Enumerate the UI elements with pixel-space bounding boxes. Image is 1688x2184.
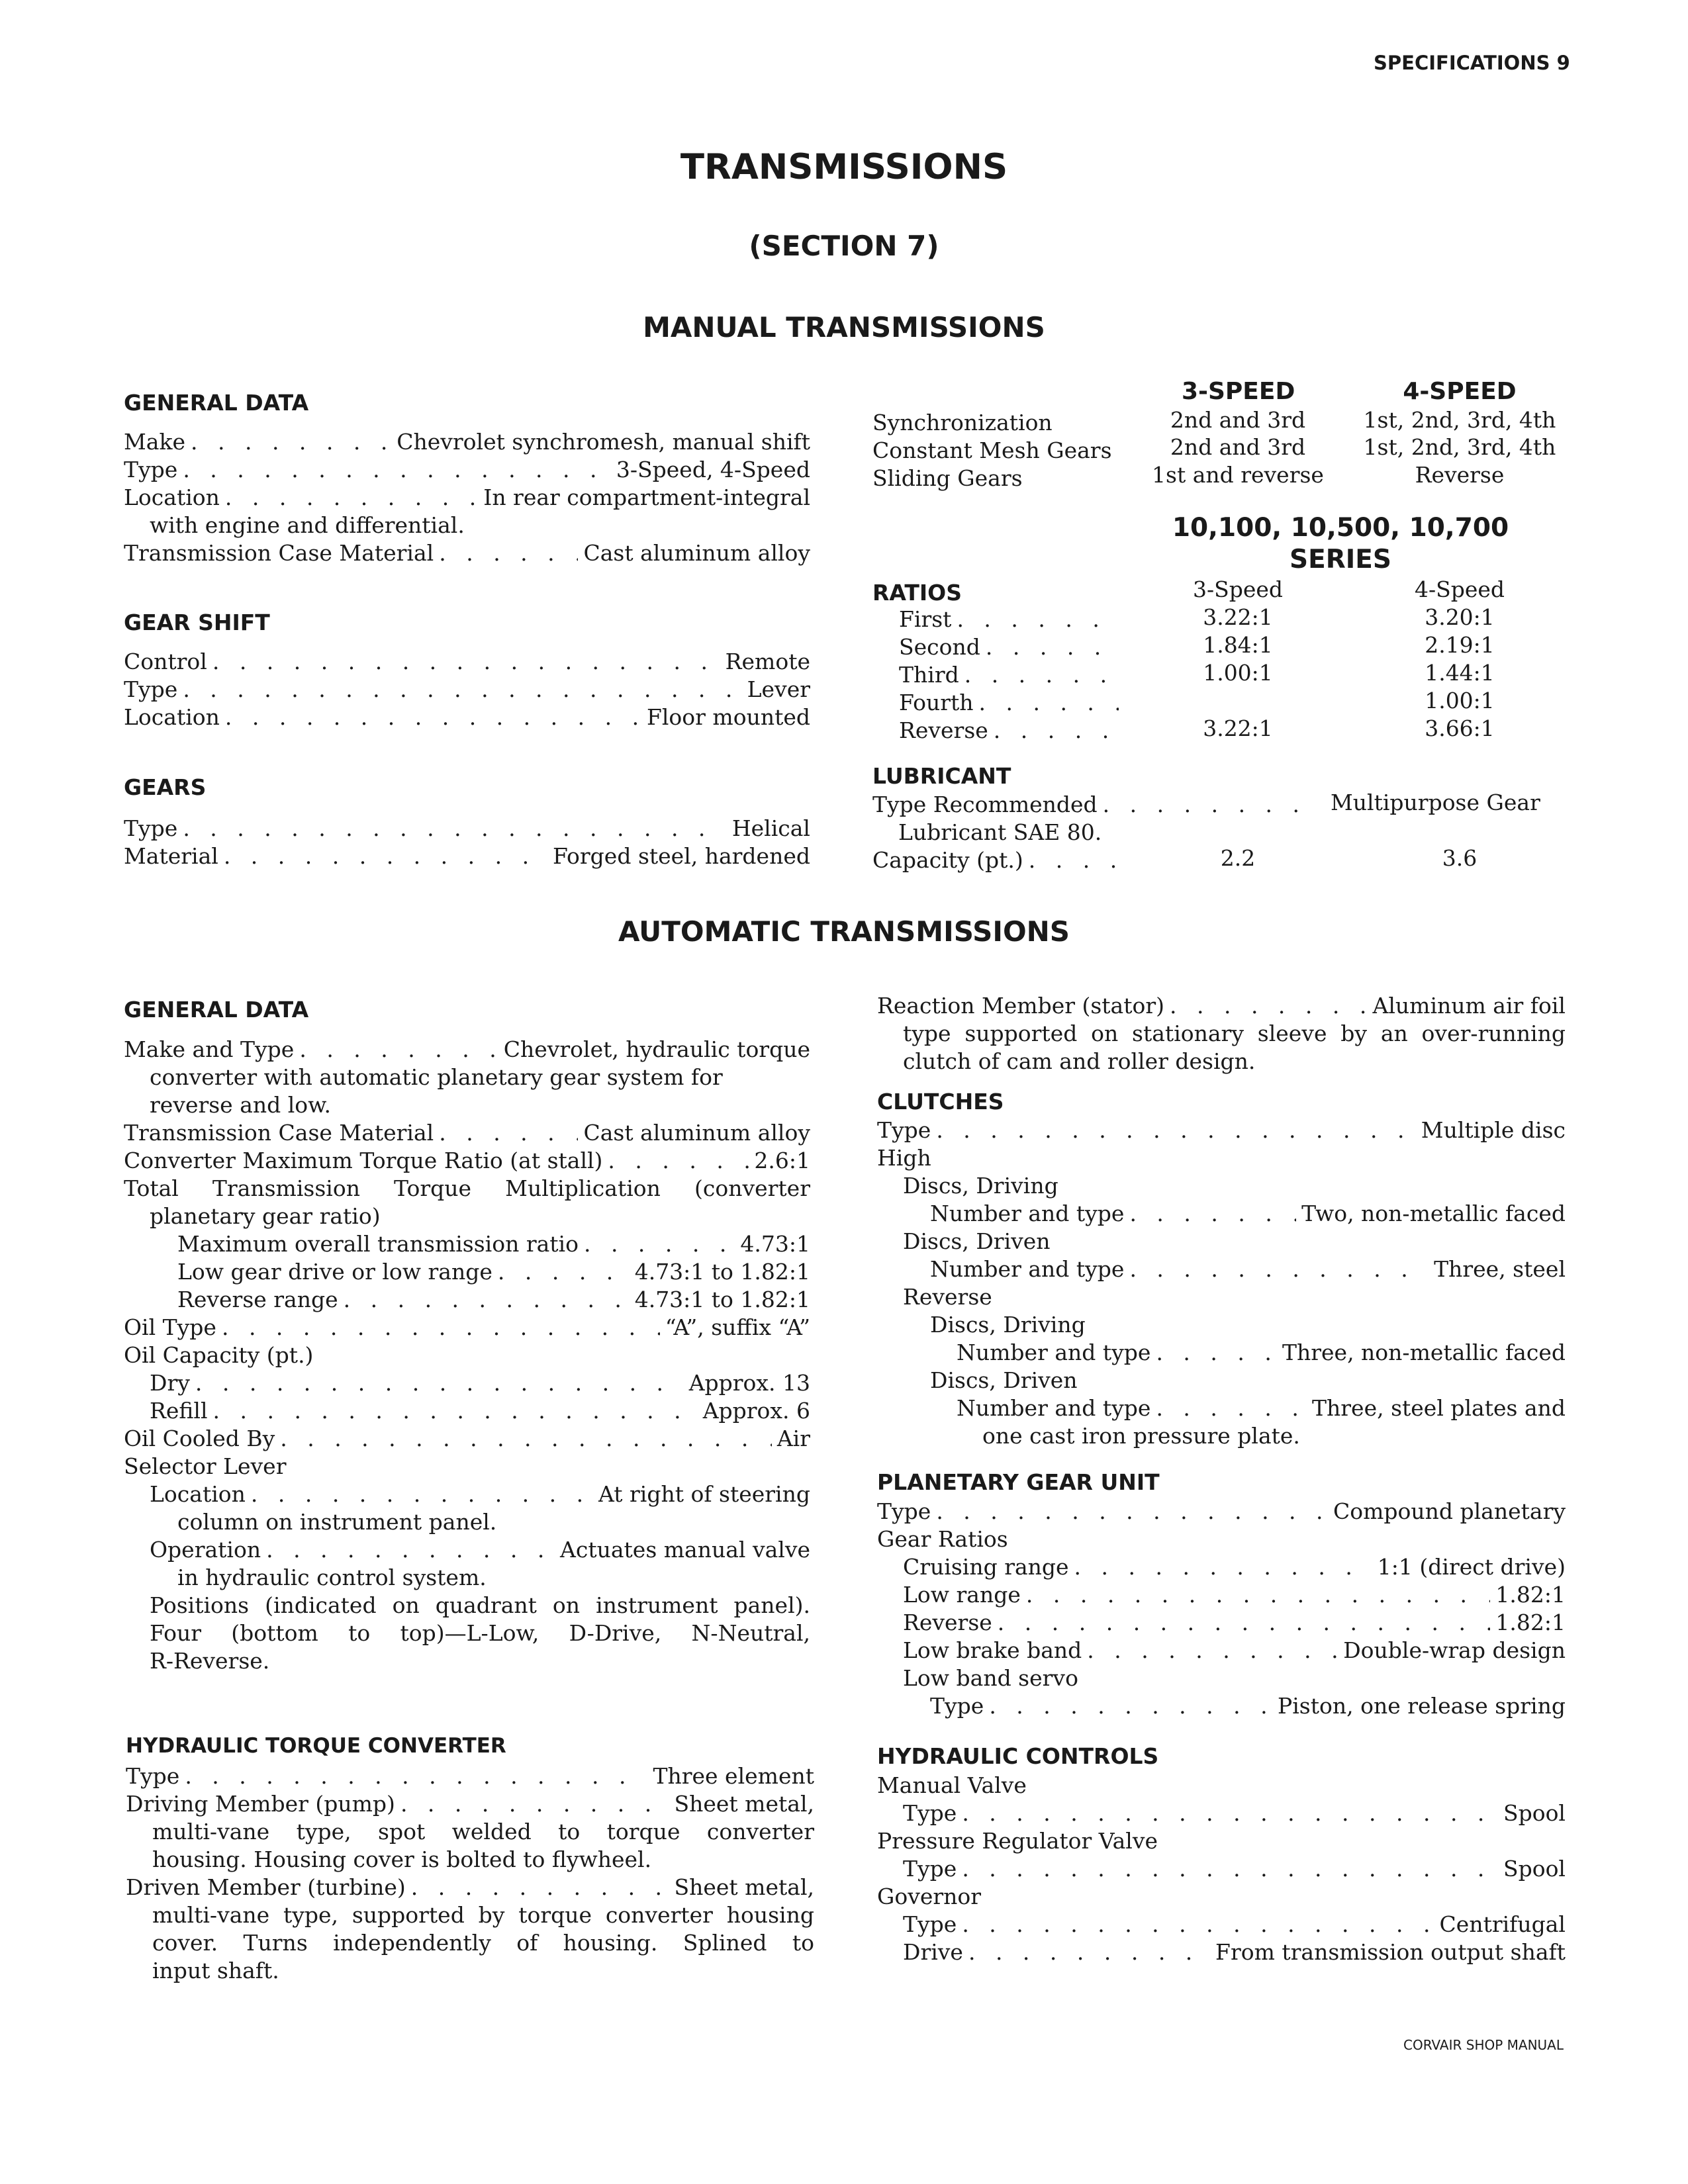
- spec-row-selector-location: Location . . . At right of steering: [150, 1481, 810, 1508]
- spec-row-clutch-type: Type . . . Multiple disc: [877, 1117, 1566, 1144]
- page-title: TRANSMISSIONS: [680, 147, 1008, 187]
- spec-row-make-cont2: reverse and low.: [150, 1092, 331, 1118]
- ratio-value-3: 3.22:1: [1203, 715, 1273, 741]
- lubricant-capacity-row: Capacity (pt.) . . .: [872, 847, 1124, 874]
- manual-valve-label: Manual Valve: [877, 1772, 1027, 1798]
- spec-row-driving-cont: multi-vane type, spot welded to torque converter: [152, 1819, 814, 1844]
- lubricant-type-cont: Lubricant SAE 80.: [898, 819, 1102, 845]
- speed-row-value-3: 2nd and 3rd: [1170, 434, 1306, 460]
- spec-row-type: Type . . . 3-Speed, 4-Speed: [124, 457, 810, 483]
- speed-row-label: Synchronization: [872, 410, 1053, 435]
- spec-row-driving-cont2: housing. Housing cover is bolted to flywheel.: [152, 1846, 652, 1872]
- clutch-high-discs-driving: Discs, Driving: [903, 1173, 1058, 1199]
- spec-row-reverse-driven: Number and type . . . Three, steel plates and: [957, 1395, 1566, 1422]
- ratio-value-4: 3.66:1: [1425, 715, 1495, 741]
- spec-row-positions-cont: Four (bottom to top)—L-Low, D-Drive, N-Neutral,: [150, 1620, 810, 1646]
- capacity-value-4: 3.6: [1442, 845, 1477, 871]
- spec-row-location-cont: with engine and differential.: [150, 512, 465, 538]
- spec-row-high-driving: Number and type . . . Two, non-metallic faced: [930, 1201, 1566, 1227]
- ratio-value-3: 1.00:1: [1203, 660, 1273, 686]
- spec-row-case-material: Transmission Case Material . . . Cast aluminum alloy: [124, 540, 810, 567]
- torque-converter-heading: HYDRAULIC TORQUE CONVERTER: [126, 1734, 506, 1758]
- lubricant-type-row: Type Recommended . . .: [872, 792, 1309, 818]
- spec-row-selector-operation: Operation . . . Actuates manual valve: [150, 1537, 810, 1563]
- speed-row-value-3: 1st and reverse: [1152, 462, 1324, 488]
- low-band-servo-label: Low band servo: [903, 1665, 1078, 1691]
- spec-row-reverse-range: Reverse range . . . 4.73:1 to 1.82:1: [177, 1287, 810, 1313]
- spec-row-planetary-reverse: Reverse . . . 1.82:1: [903, 1610, 1566, 1636]
- ratio-row: Fourth . . .: [899, 690, 1124, 716]
- spec-row-low-brake-band: Low brake band . . . Double-wrap design: [903, 1637, 1566, 1664]
- spec-row-manual-valve-type: Type . . . Spool: [903, 1800, 1566, 1827]
- ratio-value-3: 3.22:1: [1203, 604, 1273, 630]
- spec-row-driven-cont2: cover. Turns independently of housing. Splined to: [152, 1930, 814, 1956]
- hydraulic-controls-heading: HYDRAULIC CONTROLS: [877, 1743, 1159, 1769]
- spec-row-low-gear: Low gear drive or low range . . . 4.73:1 to 1.82:1: [177, 1259, 810, 1285]
- ratio-value-4: 1.00:1: [1425, 688, 1495, 713]
- spec-row-refill: Refill . . . Approx. 6: [150, 1398, 810, 1424]
- ratios-col-4: 4-Speed: [1414, 576, 1505, 602]
- spec-row-cruising: Cruising range . . . 1:1 (direct drive): [903, 1554, 1566, 1580]
- speed-row-value-4: 1st, 2nd, 3rd, 4th: [1363, 434, 1556, 460]
- automatic-heading: AUTOMATIC TRANSMISSIONS: [618, 915, 1070, 948]
- spec-row-reaction-member: Reaction Member (stator) . . . Aluminum air foil: [877, 993, 1566, 1019]
- general-data-heading: GENERAL DATA: [124, 390, 309, 416]
- col-header-4-speed: 4-SPEED: [1403, 378, 1517, 405]
- spec-row-oil-cooled: Oil Cooled By . . . Air: [124, 1426, 810, 1452]
- page-header: SPECIFICATIONS 9: [1374, 52, 1570, 74]
- planetary-heading: PLANETARY GEAR UNIT: [877, 1469, 1160, 1495]
- series-line-1: 10,100, 10,500, 10,700: [1172, 513, 1509, 543]
- ratio-row: Reverse . . .: [899, 717, 1124, 744]
- speed-row-label: Constant Mesh Gears: [872, 437, 1112, 463]
- spec-row-positions: Positions (indicated on quadrant on instrument panel).: [150, 1592, 810, 1618]
- ratio-row: Third . . .: [899, 662, 1124, 688]
- spec-row-planetary-type: Type . . . Compound planetary: [877, 1498, 1566, 1525]
- series-line-2: SERIES: [1289, 545, 1391, 574]
- spec-row-control: Control . . . Remote: [124, 649, 810, 675]
- speed-row-value-4: Reverse: [1415, 462, 1505, 488]
- section-label: (SECTION 7): [749, 230, 939, 262]
- manual-heading: MANUAL TRANSMISSIONS: [643, 311, 1045, 343]
- spec-row-dry: Dry . . . Approx. 13: [150, 1370, 810, 1396]
- spec-row-high-driven: Number and type . . . Three, steel: [930, 1256, 1566, 1283]
- spec-row-gear-material: Material . . . Forged steel, hardened: [124, 843, 810, 870]
- clutch-reverse-discs-driven: Discs, Driven: [930, 1367, 1078, 1393]
- spec-row-driven-cont3: input shaft.: [152, 1958, 279, 1983]
- gear-shift-heading: GEAR SHIFT: [124, 610, 270, 635]
- gears-heading: GEARS: [124, 774, 207, 800]
- spec-row-make: Make . . . Chevrolet synchromesh, manual shift: [124, 429, 810, 455]
- spec-row-selector-location-cont: column on instrument panel.: [177, 1509, 497, 1535]
- clutches-heading: CLUTCHES: [877, 1089, 1004, 1115]
- clutch-reverse-discs-driving: Discs, Driving: [930, 1312, 1086, 1338]
- ratios-col-3: 3-Speed: [1192, 576, 1284, 602]
- spec-row-governor-type: Type . . . Centrifugal: [903, 1911, 1566, 1938]
- page-footer: CORVAIR SHOP MANUAL: [1403, 2037, 1564, 2053]
- clutch-reverse-label: Reverse: [903, 1284, 992, 1310]
- spec-row-positions-cont2: R-Reverse.: [150, 1648, 270, 1674]
- spec-row-make-type: Make and Type . . . Chevrolet, hydraulic torque: [124, 1036, 810, 1063]
- spec-row-selector-lever: Selector Lever: [124, 1453, 287, 1479]
- ratio-row: Second . . .: [899, 634, 1124, 660]
- spec-row-reaction-cont2: clutch of cam and roller design.: [903, 1048, 1256, 1074]
- spec-row-oil-type: Oil Type . . . “A”, suffix “A”: [124, 1314, 810, 1341]
- spec-row-gear-type: Type . . . Helical: [124, 815, 810, 842]
- clutch-high-label: High: [877, 1145, 931, 1171]
- speed-row-label: Sliding Gears: [872, 465, 1023, 491]
- spec-row-low-range: Low range . . . 1.82:1: [903, 1582, 1566, 1608]
- ratio-value-4: 2.19:1: [1425, 632, 1495, 658]
- governor-label: Governor: [877, 1884, 982, 1909]
- auto-general-data-heading: GENERAL DATA: [124, 997, 309, 1023]
- planetary-gear-ratios: Gear Ratios: [877, 1526, 1008, 1552]
- spec-row-reverse-driven-cont: one cast iron pressure plate.: [982, 1423, 1300, 1449]
- spec-row-shift-type: Type . . . Lever: [124, 676, 810, 703]
- ratios-heading: RATIOS: [872, 580, 962, 606]
- spec-row-driven-cont: multi-vane type, supported by torque converter housing: [152, 1902, 814, 1928]
- spec-row-oil-capacity: Oil Capacity (pt.): [124, 1342, 314, 1368]
- lubricant-type-value: Multipurpose Gear: [1331, 790, 1540, 815]
- spec-row-total-cont: planetary gear ratio): [150, 1203, 381, 1229]
- spec-row-driven-member: Driven Member (turbine) . . . Sheet metal,: [126, 1874, 814, 1901]
- spec-row-converter-type: Type . . . Three element: [126, 1763, 814, 1790]
- spec-row-pressure-valve-type: Type . . . Spool: [903, 1856, 1566, 1882]
- col-header-3-speed: 3-SPEED: [1182, 378, 1295, 405]
- spec-row-auto-case: Transmission Case Material . . . Cast aluminum alloy: [124, 1120, 810, 1146]
- speed-row-value-3: 2nd and 3rd: [1170, 407, 1306, 433]
- spec-row-servo-type: Type . . . Piston, one release spring: [930, 1693, 1566, 1719]
- spec-row-location: Location . . . In rear compartment-integral: [124, 484, 810, 511]
- clutch-high-discs-driven: Discs, Driven: [903, 1228, 1051, 1254]
- spec-row-max-ratio: Maximum overall transmission ratio . . . 4.73:1: [177, 1231, 810, 1257]
- spec-row-reaction-cont: type supported on stationary sleeve by an over-running: [903, 1021, 1566, 1046]
- capacity-value-3: 2.2: [1220, 845, 1256, 871]
- spec-row-shift-location: Location . . . Floor mounted: [124, 704, 810, 731]
- spec-row-selector-operation-cont: in hydraulic control system.: [177, 1565, 487, 1590]
- ratio-row: First . . .: [899, 606, 1124, 633]
- ratio-value-4: 3.20:1: [1425, 604, 1495, 630]
- spec-row-make-cont: converter with automatic planetary gear system for: [150, 1064, 723, 1090]
- spec-row-total-multiplication: Total Transmission Torque Multiplication (converter: [124, 1175, 810, 1201]
- spec-row-governor-drive: Drive . . . From transmission output shaft: [903, 1939, 1566, 1966]
- speed-row-value-4: 1st, 2nd, 3rd, 4th: [1363, 407, 1556, 433]
- ratio-value-4: 1.44:1: [1425, 660, 1495, 686]
- lubricant-heading: LUBRICANT: [872, 763, 1011, 789]
- pressure-valve-label: Pressure Regulator Valve: [877, 1828, 1158, 1854]
- spec-row-converter-ratio: Converter Maximum Torque Ratio (at stall) . . . 2.6:1: [124, 1148, 810, 1174]
- spec-row-reverse-driving: Number and type . . . Three, non-metallic faced: [957, 1340, 1566, 1366]
- ratio-value-3: 1.84:1: [1203, 632, 1273, 658]
- spec-row-driving-member: Driving Member (pump) . . . Sheet metal,: [126, 1791, 814, 1817]
